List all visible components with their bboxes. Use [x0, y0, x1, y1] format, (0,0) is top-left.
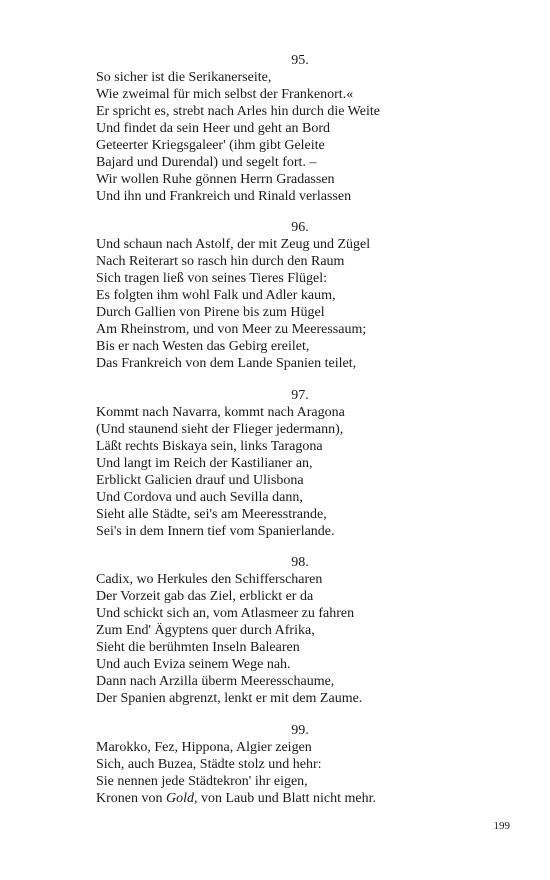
- verse-line-mixed: [96, 790, 456, 807]
- page-number: 199: [493, 820, 510, 832]
- verse-line: Bis er nach Westen das Gebirg ereilet,: [96, 339, 310, 354]
- stanza-95: [96, 52, 456, 205]
- verse-line: Der Vorzeit gab das Ziel, erblickt er da: [96, 589, 314, 604]
- verse-line: Und langt im Reich der Kastilianer an,: [96, 456, 313, 471]
- verse-line: Wie zweimal für mich selbst der Frankenort.«: [96, 87, 354, 102]
- verse-line: (Und staunend sieht der Flieger jedermann),: [96, 422, 344, 437]
- verse-line: Geteerter Kriegsgaleer' (ihm gibt Geleite: [96, 138, 325, 153]
- verse-text: von Laub und Blatt nicht mehr.: [197, 791, 376, 806]
- verse-line: Wir wollen Ruhe gönnen Herrn Gradassen: [96, 172, 335, 187]
- stanza-number: 99.: [291, 723, 309, 738]
- verse-line: Sich tragen ließ von seines Tieres Flügel:: [96, 271, 327, 286]
- verse-line: Sieht alle Städte, sei's am Meeresstrande,: [96, 507, 327, 522]
- verse-line: Und schaun nach Astolf, der mit Zeug und Zügel: [96, 237, 371, 252]
- verse-line: Am Rheinstrom, und von Meer zu Meeressaum;: [96, 322, 367, 337]
- verse-line: Und Cordova und auch Sevilla dann,: [96, 490, 303, 505]
- stanza-number: 97.: [291, 388, 309, 403]
- verse-text: Kronen von: [96, 791, 166, 806]
- verse-line: Cadix, wo Herkules den Schifferscharen: [96, 572, 323, 587]
- stanza-97: [96, 387, 456, 540]
- verse-line: Nach Reiterart so rasch hin durch den Raum: [96, 254, 345, 269]
- verse-line: Es folgten ihm wohl Falk und Adler kaum,: [96, 288, 336, 303]
- verse-line: Bajard und Durendal) und segelt fort. –: [96, 155, 317, 170]
- verse-line: Er spricht es, strebt nach Arles hin durch die Weite: [96, 104, 380, 119]
- verse-line: Sich, auch Buzea, Städte stolz und hehr:: [96, 757, 322, 772]
- verse-line: Kommt nach Navarra, kommt nach Aragona: [96, 405, 345, 420]
- verse-line: Dann nach Arzilla überm Meeresschaume,: [96, 674, 335, 689]
- verse-line: So sicher ist die Serikanerseite,: [96, 70, 272, 85]
- verse-line: Sei's in dem Innern tief vom Spanierlande.: [96, 524, 335, 539]
- verse-line: Und schickt sich an, vom Atlasmeer zu fahren: [96, 606, 355, 621]
- verse-line: Das Frankreich von dem Lande Spanien teilet,: [96, 356, 357, 371]
- verse-line: Marokko, Fez, Hippona, Algier zeigen: [96, 740, 312, 755]
- verse-line: Erblickt Galicien drauf und Ulisbona: [96, 473, 304, 488]
- verse-line: Durch Gallien von Pirene bis zum Hügel: [96, 305, 325, 320]
- verse-line: Der Spanien abgrenzt, lenkt er mit dem Zaume.: [96, 691, 363, 706]
- stanza-98: [96, 554, 456, 707]
- verse-line: Sie nennen jede Städtekron' ihr eigen,: [96, 774, 308, 789]
- verse-line: Und findet da sein Heer und geht an Bord: [96, 121, 331, 136]
- verse-line: Und auch Eviza seinem Wege nah.: [96, 657, 291, 672]
- verse-line: Zum End' Ägyptens quer durch Afrika,: [96, 623, 315, 638]
- stanza-99: [96, 722, 456, 807]
- verse-italic-word: Gold,: [166, 791, 198, 806]
- verse-line: Läßt rechts Biskaya sein, links Taragona: [96, 439, 323, 454]
- stanza-number: 96.: [291, 220, 309, 235]
- stanza-number: 95.: [291, 53, 309, 68]
- stanza-96: [96, 219, 456, 372]
- verse-line: Und ihn und Frankreich und Rinald verlassen: [96, 189, 352, 204]
- stanza-number: 98.: [291, 555, 309, 570]
- verse-line: Sieht die berühmten Inseln Balearen: [96, 640, 300, 655]
